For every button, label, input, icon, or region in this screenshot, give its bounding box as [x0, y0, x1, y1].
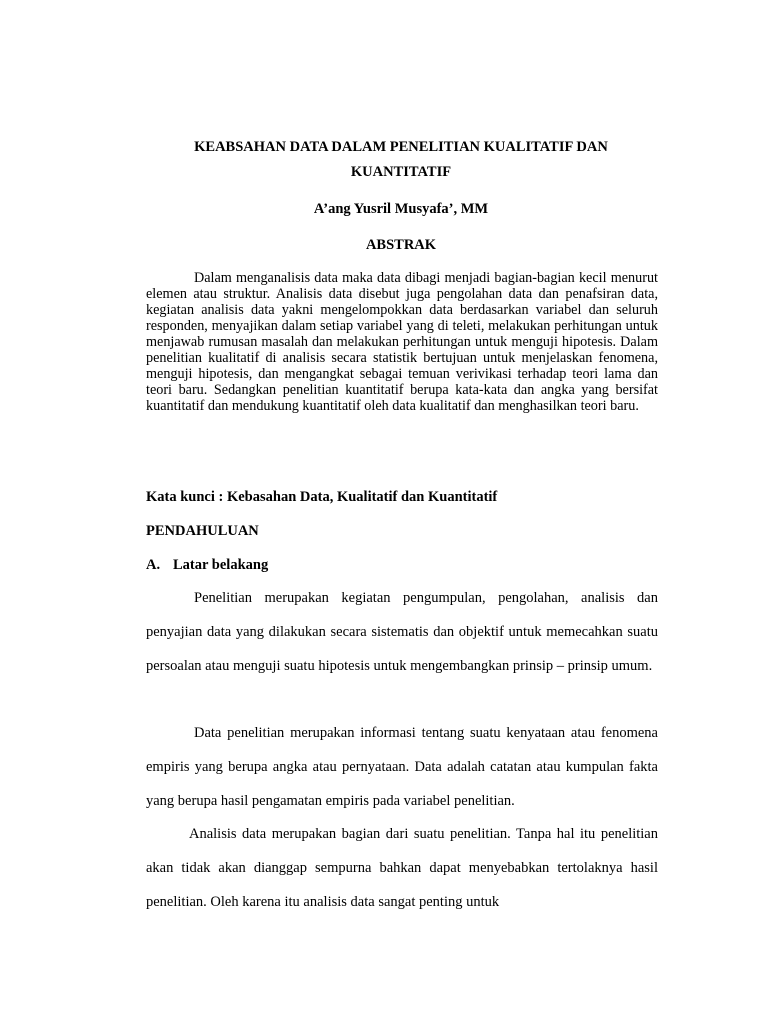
section-heading: PENDAHULUAN	[146, 523, 259, 539]
subsection-number: A.	[146, 557, 161, 573]
body-paragraph-2: Data penelitian merupakan informasi tentang suatu kenyataan atau fenomena empiris yang berupa angka atau pernyataan. Data adalah catatan atau kumpulan fakta yang berupa hasil pengamatan empiris pada variabel penelitian.	[146, 725, 658, 809]
subsection-heading	[146, 557, 268, 574]
abstract-text	[146, 270, 658, 414]
author-name: A’ang Yusril Musyafa’, MM	[313, 201, 489, 217]
keywords: Kata kunci : Kebasahan Data, Kualitatif dan Kuantitatif	[146, 489, 498, 505]
abstract-heading: ABSTRAK	[365, 237, 437, 253]
document-title-line-2: KUANTITATIF	[350, 164, 452, 180]
body-paragraph-1: Penelitian merupakan kegiatan pengumpulan, pengolahan, analisis dan penyajian data yang dilakukan secara sistematis dan objektif untuk memecahkan suatu persoalan atau menguji suatu hipotesis untuk mengembangkan prinsip – prinsip umum.	[146, 590, 658, 674]
body-paragraph-3: Analisis data merupakan bagian dari suatu penelitian. Tanpa hal itu penelitian akan tidak akan dianggap sempurna bahkan dapat menyebabkan tertolaknya hasil penelitian. Oleh karena itu analisis data sangat penting untuk	[146, 826, 658, 910]
document-title-line-1: KEABSAHAN DATA DALAM PENELITIAN KUALITATIF DAN	[194, 139, 608, 155]
abstract-body-text: Dalam menganalisis data maka data dibagi menjadi bagian-bagian kecil menurut elemen atau struktur. Analisis data disebut juga pengolahan data dan penafsiran data, kegiatan analisis data yakni mengelompokkan data berdasarkan variabel dan seluruh responden, menyajikan dalam setiap variabel yang di teleti, melakukan perhitungan untuk menjawab rumusan masalah dan melakukan perhitungan untuk menguji hipotesis. Dalam penelitian kualitatif di analisis secara statistik bertujuan untuk menjelaskan fenomena, menguji hipotesis, dan mengangkat sebagai temuan verivikasi terhadap teori lama dan teori baru. Sedangkan penelitian kuantitatif berupa kata-kata dan angka yang bersifat kuantitatif dan mendukung kuantitatif oleh data kualitatif dan menghasilkan teori baru.	[146, 270, 658, 414]
subsection-title: Latar belakang	[173, 557, 269, 573]
